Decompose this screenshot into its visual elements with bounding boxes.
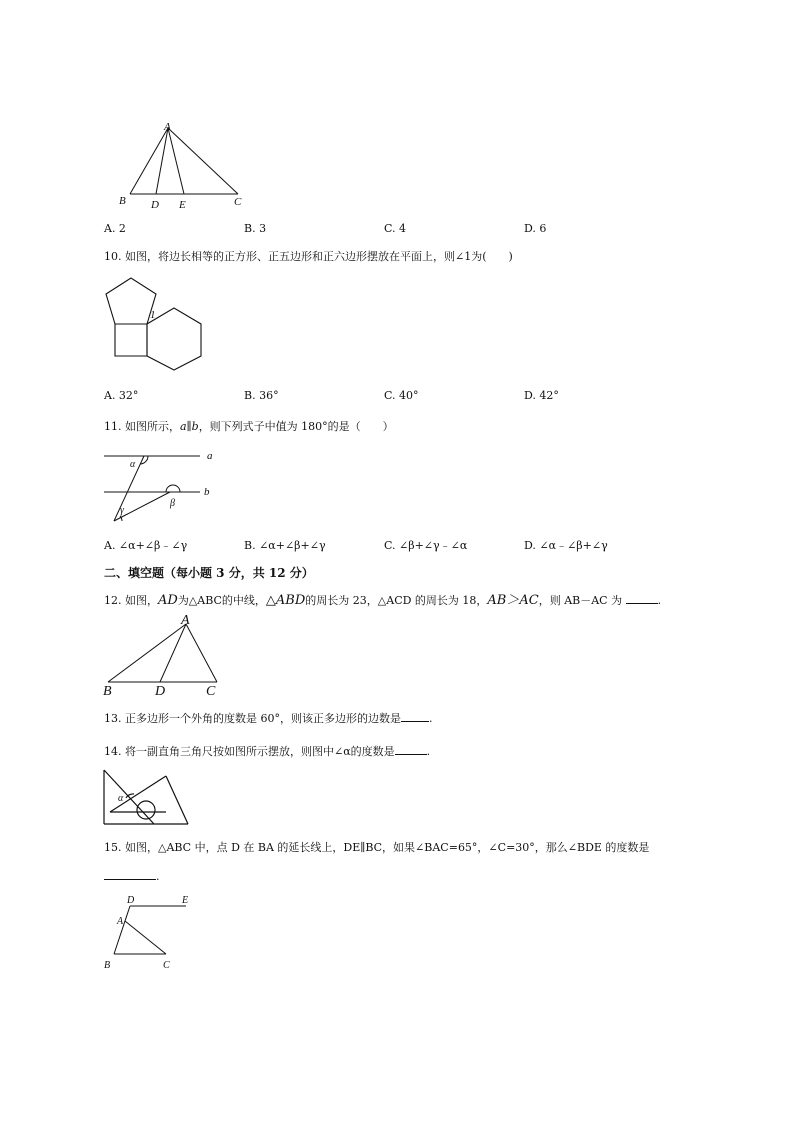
q13-stem: 13. 正多边形一个外角的度数是 60°，则该正多边形的边数是 . — [104, 712, 433, 725]
q10-figure — [100, 272, 210, 376]
q15-figure — [100, 890, 200, 972]
line-a-label: a — [207, 450, 213, 462]
q12-stem: 12. 如图，AD为△ABC的中线，△ABD的周长为 23，△ACD 的周长为 18，AB＞AC，则 AB－AC 为 . — [104, 593, 662, 608]
section-title: 二、填空题（每小题 3 分，共 12 分） — [104, 566, 314, 580]
q15-answer-line: . — [104, 868, 160, 884]
q14-answer-blank[interactable] — [395, 743, 427, 755]
alpha-label: α — [130, 459, 136, 470]
q14-alpha-label: α — [118, 793, 124, 804]
q11-figure — [100, 444, 230, 530]
q9-option-d: D. 6 — [524, 222, 547, 235]
q15-label-d: D — [127, 895, 135, 906]
q15-answer-blank[interactable] — [104, 868, 156, 880]
q15-label-c: C — [163, 960, 170, 971]
q12-answer-blank[interactable] — [626, 592, 658, 604]
q14-figure — [100, 766, 192, 828]
q10-option-a: A. 32° — [104, 389, 139, 402]
label-b: B — [119, 195, 126, 207]
gamma-label: γ — [120, 505, 124, 516]
q12-label-a: A — [181, 613, 190, 628]
q10-option-b: B. 36° — [244, 389, 279, 402]
q15-stem: 15. 如图，△ABC 中，点 D 在 BA 的延长线上，DE∥BC，如果∠BAC=65°，∠C=30°，那么∠BDE 的度数是 — [104, 841, 650, 854]
q10-stem: 10. 如图，将边长相等的正方形、正五边形和正六边形摆放在平面上，则∠1为( ) — [104, 250, 513, 263]
q14-stem: 14. 将一副直角三角尺按如图所示摆放，则图中∠α的度数是 . — [104, 745, 431, 758]
label-a: A — [164, 121, 171, 133]
q12-figure — [100, 608, 230, 698]
q9-option-a: A. 2 — [104, 222, 126, 235]
label-e: E — [179, 199, 186, 210]
q10-angle-label: 1 — [150, 309, 156, 321]
q12-label-b: B — [103, 684, 112, 698]
q15-label-b: B — [104, 960, 111, 971]
q9-figure — [110, 118, 260, 210]
q12-label-d: D — [155, 684, 166, 698]
q11-stem: 11. 如图所示，a∥b，则下列式子中值为 180°的是（ ） — [104, 420, 394, 433]
label-c: C — [234, 196, 242, 208]
q12-label-c: C — [206, 684, 216, 698]
q10-option-c: C. 40° — [384, 389, 419, 402]
beta-label: β — [170, 498, 175, 509]
q13-answer-blank[interactable] — [401, 710, 429, 722]
q11-option-d: D. ∠α﹣∠β+∠γ — [524, 539, 608, 552]
q9-option-b: B. 3 — [244, 222, 267, 235]
q11-option-a: A. ∠α+∠β﹣∠γ — [104, 539, 188, 552]
q11-option-c: C. ∠β+∠γ﹣∠α — [384, 539, 468, 552]
q15-label-a: A — [117, 916, 124, 927]
q15-label-e: E — [182, 895, 189, 906]
q11-option-b: B. ∠α+∠β+∠γ — [244, 539, 326, 552]
line-b-label: b — [204, 486, 210, 498]
q10-option-d: D. 42° — [524, 389, 559, 402]
q9-option-c: C. 4 — [384, 222, 407, 235]
label-d: D — [151, 199, 159, 210]
